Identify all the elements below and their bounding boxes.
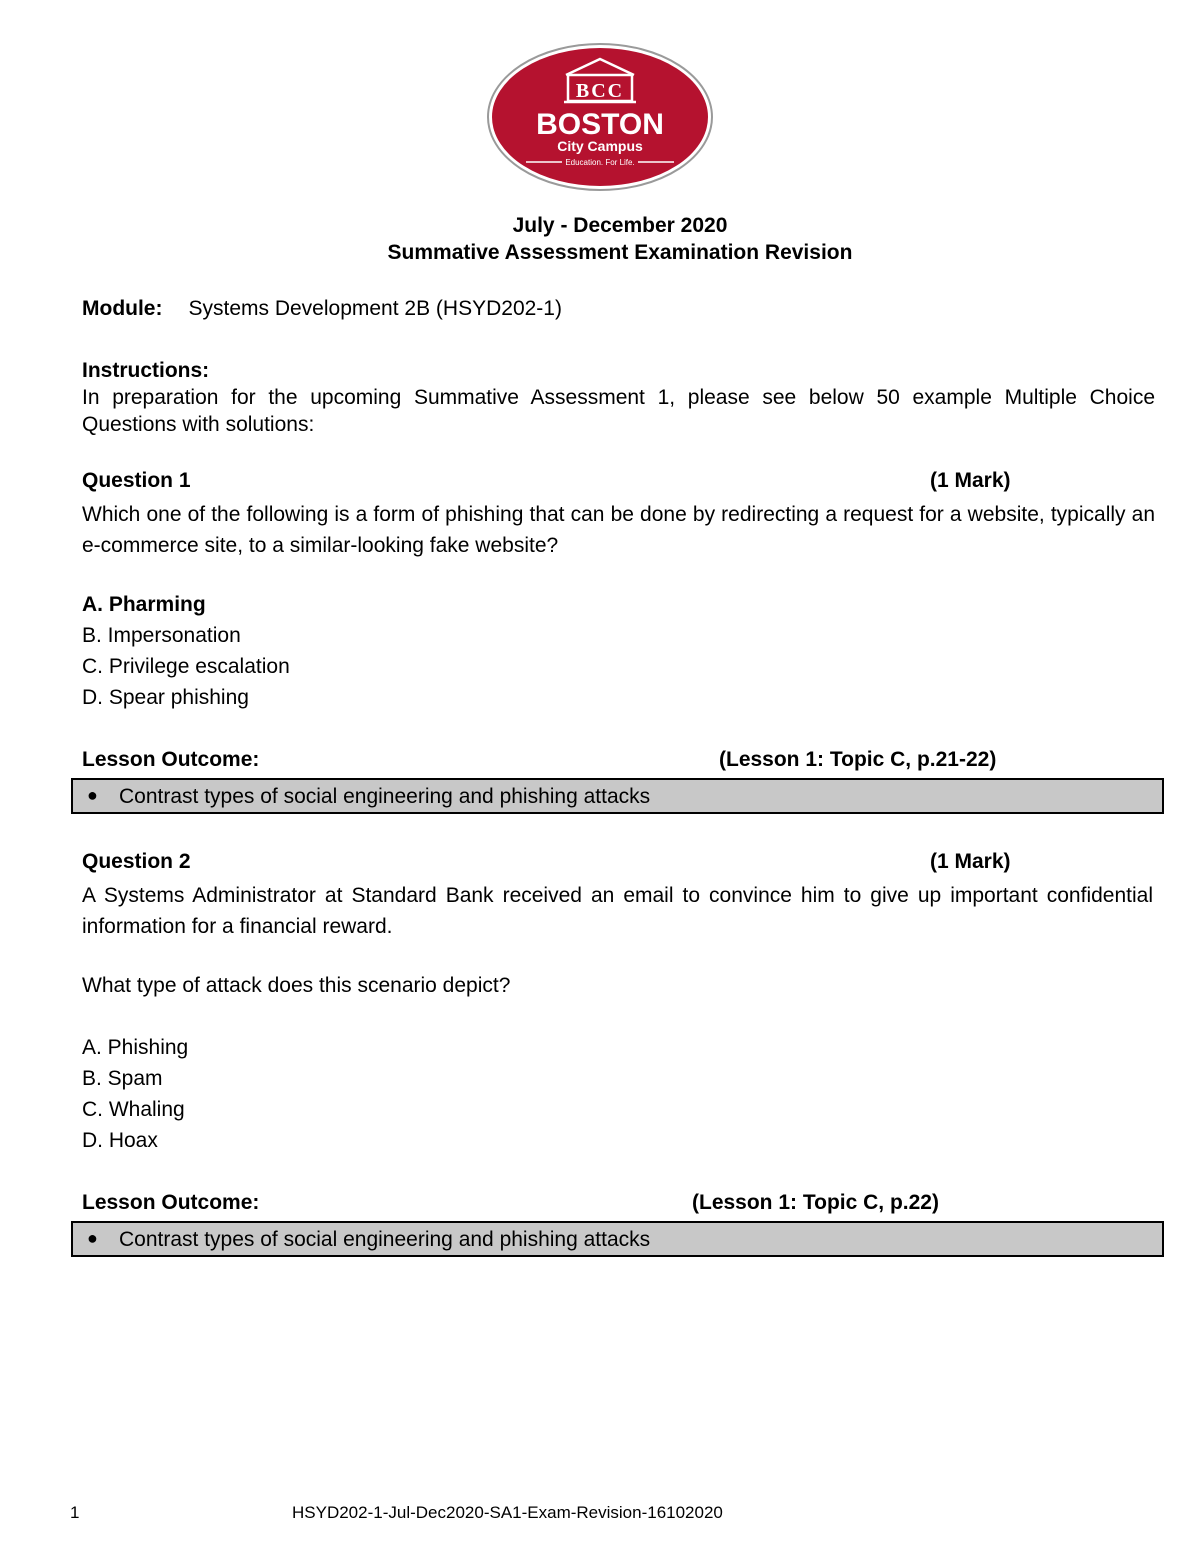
module-label: Module: xyxy=(82,297,163,320)
question-2-title: Question 2 xyxy=(82,850,191,873)
bullet-icon: ● xyxy=(87,1228,98,1248)
question-1-marks: (1 Mark) xyxy=(930,469,1011,492)
module-row xyxy=(82,297,562,321)
question-1-outcome-label: Lesson Outcome: xyxy=(82,748,260,771)
logo-tagline: Education. For Life. xyxy=(565,158,635,167)
page-number: 1 xyxy=(70,1503,80,1522)
question-1-outcome-text: Contrast types of social engineering and phishing attacks xyxy=(119,785,651,808)
logo-subtitle: City Campus xyxy=(557,138,643,154)
question-2-option-c: C. Whaling xyxy=(82,1098,185,1121)
question-1-outcome-box xyxy=(71,778,1164,814)
question-2-outcome-ref: (Lesson 1: Topic C, p.22) xyxy=(692,1191,939,1214)
boston-city-campus-logo xyxy=(486,42,714,192)
question-1-option-d: D. Spear phishing xyxy=(82,686,249,709)
exam-period: July - December 2020 xyxy=(512,214,728,237)
question-1-option-b: B. Impersonation xyxy=(82,624,241,647)
logo-letters: BCC xyxy=(575,80,625,102)
bullet-icon: ● xyxy=(87,785,98,805)
logo-name: BOSTON xyxy=(536,108,664,141)
question-2-marks: (1 Mark) xyxy=(930,850,1011,873)
instructions-label: Instructions: xyxy=(82,359,210,382)
question-2-prompt: What type of attack does this scenario depict? xyxy=(82,974,511,997)
question-2-outcome-text: Contrast types of social engineering and phishing attacks xyxy=(119,1228,651,1251)
question-2-outcome-box xyxy=(71,1221,1164,1257)
question-1-option-c: C. Privilege escalation xyxy=(82,655,290,678)
question-2-option-b: B. Spam xyxy=(82,1067,163,1090)
instructions-text: In preparation for the upcoming Summative Assessment 1, please see below 50 example Multiple Choice Questions with solutions: xyxy=(82,386,1155,436)
document-title: Summative Assessment Examination Revision xyxy=(387,241,853,264)
question-2-option-d: D. Hoax xyxy=(82,1129,158,1152)
question-1-title: Question 1 xyxy=(82,469,191,492)
module-value: Systems Development 2B (HSYD202-1) xyxy=(188,297,562,320)
question-2-option-a: A. Phishing xyxy=(82,1036,189,1059)
question-2-text: A Systems Administrator at Standard Bank received an email to convince him to give up important confidential information for a financial reward. xyxy=(82,884,1153,938)
question-2-outcome-label: Lesson Outcome: xyxy=(82,1191,260,1214)
question-1-option-a: A. Pharming xyxy=(82,593,206,616)
footer-filename: HSYD202-1-Jul-Dec2020-SA1-Exam-Revision-16102020 xyxy=(292,1503,723,1522)
question-1-text: Which one of the following is a form of phishing that can be done by redirecting a request for a website, typically an e-commerce site, to a similar-looking fake website? xyxy=(82,503,1155,557)
question-1-outcome-ref: (Lesson 1: Topic C, p.21-22) xyxy=(719,748,997,771)
